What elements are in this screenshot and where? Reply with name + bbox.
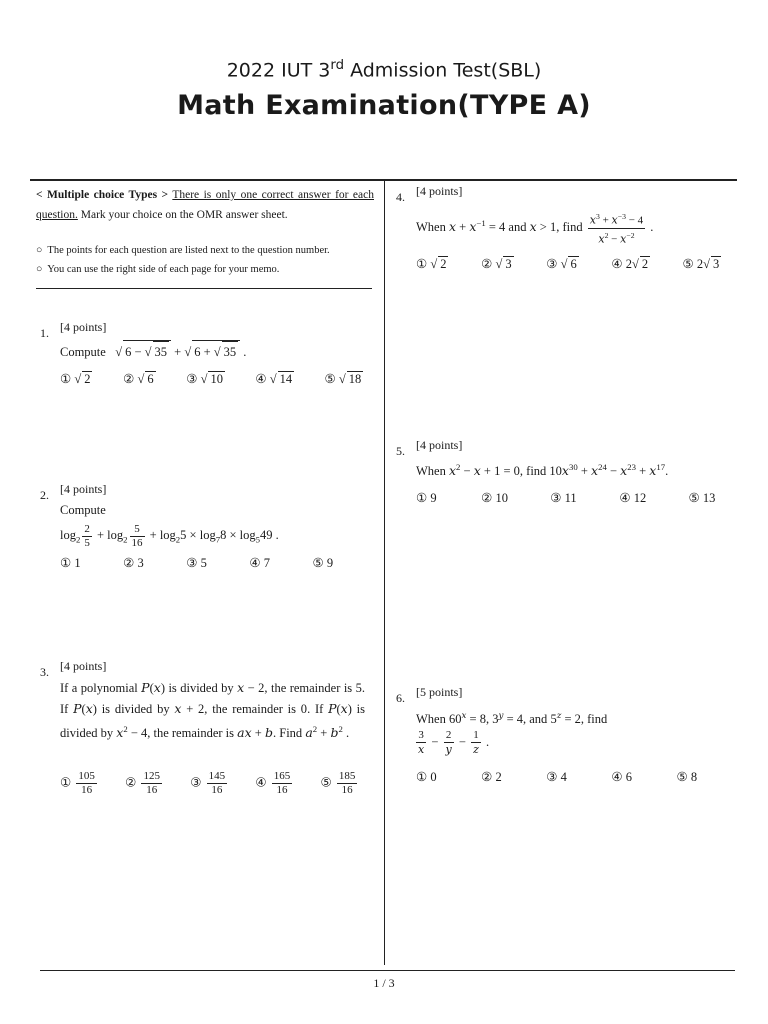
choice[interactable]: ④ 12 xyxy=(619,491,647,505)
choice[interactable]: ⑤ 13 xyxy=(688,491,716,505)
question-number: 3. xyxy=(40,665,49,679)
exam-title: Math Examination(TYPE A) xyxy=(177,90,591,121)
exam-subtitle: 2022 IUT 3rd Admission Test(SBL) xyxy=(226,58,542,82)
question-2-choices xyxy=(60,555,333,571)
choice[interactable]: ⑤ 9 xyxy=(312,556,334,570)
choice[interactable]: ① 9 xyxy=(416,491,437,505)
question-6-text: When $60^x = 8$, $3^y = 4$, and $5^z = 2$, find xyxy=(416,711,608,727)
question-1-choices xyxy=(60,371,363,387)
question-5-text: When $x^2 - x + 1 = 0$, find $10x^{30} + x^{24} - x^{23} + x^{17}$. xyxy=(416,462,669,479)
choice[interactable]: ① √ 2 xyxy=(60,372,91,386)
question-points: [4 points] xyxy=(60,320,107,334)
choice[interactable]: ③ 4 xyxy=(546,770,567,784)
bottom-divider xyxy=(40,970,735,971)
question-points: [4 points] xyxy=(60,482,107,496)
question-3-choices xyxy=(60,770,359,797)
choice[interactable]: ① $\frac{105}{16}$ xyxy=(60,770,95,796)
question-number: 5. xyxy=(396,444,405,458)
choice[interactable]: ① 0 xyxy=(416,770,437,784)
question-6-choices xyxy=(416,769,697,785)
question-points: [4 points] xyxy=(60,659,107,673)
question-2-stem: Compute xyxy=(60,503,106,517)
choice[interactable]: ② √ 3 xyxy=(481,257,512,271)
choice[interactable]: ③ 11 xyxy=(550,491,577,505)
question-5-choices xyxy=(416,490,715,506)
choice[interactable]: ① √ 2 xyxy=(416,257,447,271)
choice[interactable]: ④ √ 14 xyxy=(255,372,293,386)
instruction-bullet-1: ○ The points for each question are listed next to the question number. xyxy=(36,245,330,256)
choice[interactable]: ② 10 xyxy=(481,491,508,505)
page-number: 1 / 3 xyxy=(373,976,395,990)
question-points: [4 points] xyxy=(416,438,463,452)
choice[interactable]: ⑤ 8 xyxy=(676,770,698,784)
question-points: [5 points] xyxy=(416,685,463,699)
choice[interactable]: ② $\frac{125}{16}$ xyxy=(125,770,160,796)
question-4-text: When $x + x^{-1} = 4$ and x > 1, find $\frac{x^3 + x^{-3} - 4}{x^2 - x^{-2}}$ . xyxy=(416,212,654,246)
choice[interactable]: ④ $\frac{165}{16}$ xyxy=(255,770,291,796)
question-points: [4 points] xyxy=(416,184,463,198)
question-number: 2. xyxy=(40,488,49,502)
question-1-text: Compute √ 6 − √ 35 + √ 6 + √ 35 . xyxy=(60,340,246,363)
column-divider xyxy=(384,180,385,965)
choice[interactable]: ② 2 xyxy=(481,770,502,784)
choice[interactable]: ② 3 xyxy=(123,556,144,570)
instruction-divider xyxy=(36,288,372,289)
instructions: < Multiple choice Types > There is only one correct answer for each question. Mark your choice on the OMR answer sheet. xyxy=(36,189,374,221)
choice[interactable]: ⑤ 2√ 3 xyxy=(682,257,720,271)
question-6-expression: $\frac{3}{x}$ − $\frac{2}{y}$ − $\frac{1}{z}$ . xyxy=(418,729,490,757)
choice[interactable]: ④ 2√ 2 xyxy=(611,257,649,271)
choice[interactable]: ② √ 6 xyxy=(123,372,154,386)
choice[interactable]: ③ 5 xyxy=(186,556,207,570)
choice[interactable]: ③ √ 6 xyxy=(546,257,577,271)
choice[interactable]: ③ $\frac{145}{16}$ xyxy=(190,770,226,796)
choice[interactable]: ④ 7 xyxy=(249,556,270,570)
question-4-choices xyxy=(416,256,721,272)
choice[interactable]: ① 1 xyxy=(60,556,81,570)
choice[interactable]: ④ 6 xyxy=(611,770,632,784)
question-number: 6. xyxy=(396,691,405,705)
instruction-bullet-2: ○ You can use the right side of each page for your memo. xyxy=(36,264,280,275)
question-2-expression: $\log_2$ $\frac{2}{5}$ + $\log_2$ $\frac{5}{16}$ + $\log_25 \times \log_78 \times \log_549$ . xyxy=(60,522,279,549)
question-number: 1. xyxy=(40,326,49,340)
question-3-text: If a polynomial P(x) is divided by x − 2, the remainder is 5. If P(x) is divided by x + 2, the remainder is 0. If P(x) is divided by $x^2 - 4$, the remainder is ax + b. Find $a^2 + b^2$ . xyxy=(60,680,366,741)
choice[interactable]: ⑤ √ 18 xyxy=(324,372,362,386)
choice[interactable]: ⑤ $\frac{185}{16}$ xyxy=(320,770,356,796)
question-number: 4. xyxy=(396,190,405,204)
choice[interactable]: ③ √ 10 xyxy=(186,372,223,386)
